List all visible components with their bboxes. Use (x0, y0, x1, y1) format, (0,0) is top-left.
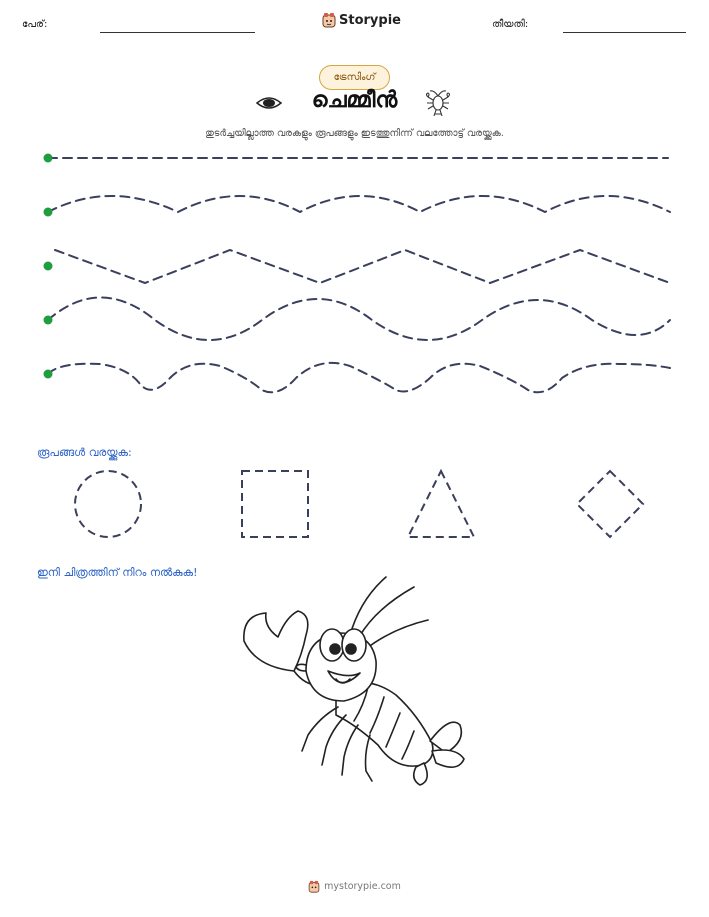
tracing-tag: ട്രേസിംഗ് (319, 65, 390, 90)
footer-url[interactable]: mystorypie.com (324, 881, 401, 892)
brand-name: Storypie (339, 12, 401, 28)
trace-triangle (408, 471, 474, 537)
trace-circle (75, 471, 141, 537)
name-label: പേര്: (22, 19, 48, 30)
trace-diamond (577, 471, 643, 537)
instructions: തുടർച്ചയില്ലാത്ത വരകളും രൂപങ്ങളും ഇടത്തുനിന്ന് വലത്തോട്ട് വരയ്ക്കുക. (205, 128, 504, 139)
date-label: തീയതി: (492, 19, 529, 30)
color-heading: ഇനി ചിത്രത്തിന് നിറം നൽകുക! (37, 566, 198, 579)
storypie-logo-icon (308, 880, 320, 893)
shrimp-coloring-illustration (236, 575, 472, 787)
shapes-heading: രൂപങ്ങൾ വരയ്ക്കുക: (37, 446, 132, 459)
page-title: ചെമ്മീൻ (311, 88, 398, 113)
trace-square (242, 471, 308, 537)
footer (0, 880, 709, 893)
